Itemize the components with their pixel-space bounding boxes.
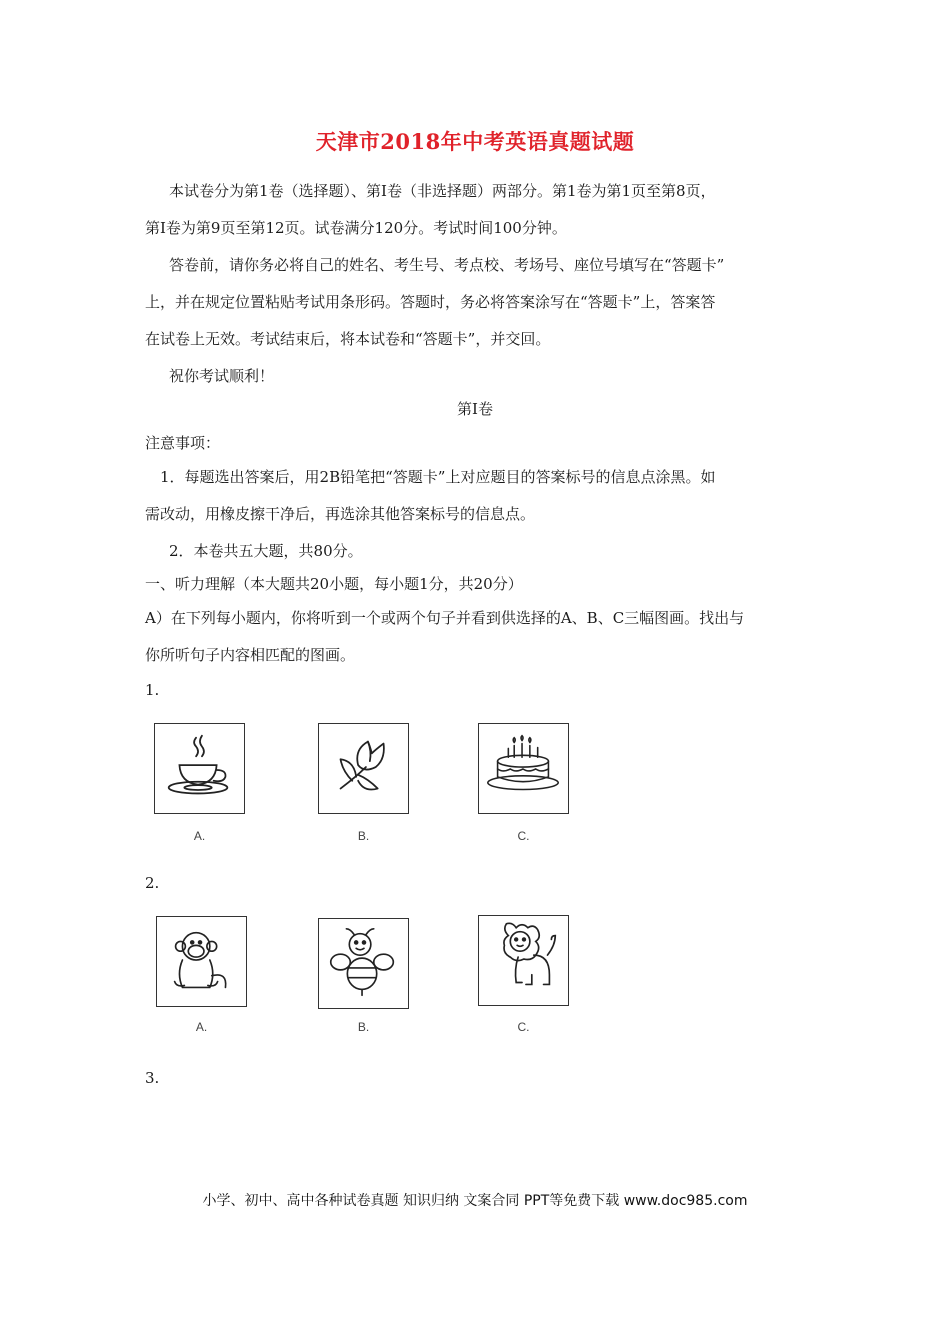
question-2-option-b-label: B. [357,1020,370,1034]
lion-icon [479,916,568,1005]
question-1-option-c-picture[interactable] [478,723,569,814]
part-1-title: 一、听力理解（本大题共20小题，每小题1分，共20分） [145,575,523,593]
monkey-icon [157,917,246,1006]
note-2: 2．本卷共五大题，共80分。 [169,542,363,560]
question-2-option-c-label: C. [517,1020,530,1034]
section-heading: 第Ⅰ卷 [457,400,493,418]
question-2-number: 2. [145,874,160,892]
question-1-option-b-label: B. [357,829,370,843]
intro-paragraph-2-line-2: 上，并在规定位置粘贴考试用条形码。答题时，务必将答案涂写在“答题卡”上，答案答 [145,293,716,311]
note-1-line-2: 需改动，用橡皮擦干净后，再选涂其他答案标号的信息点。 [145,505,536,523]
intro-paragraph-2-line-3: 在试卷上无效。考试结束后，将本试卷和“答题卡”，并交回。 [145,330,551,348]
question-1-option-c-label: C. [517,829,530,843]
coffee-cup-icon [155,724,244,813]
page-title: 天津市2018年中考英语真题试题 [315,129,635,154]
question-3-number: 3. [145,1069,160,1087]
intro-paragraph-1-line-1: 本试卷分为第1卷（选择题）、第Ⅰ卷（非选择题）两部分。第1卷为第1页至第8页， [169,182,716,200]
question-2-option-a-label: A. [195,1020,208,1034]
question-1-option-a-label: A. [193,829,206,843]
intro-paragraph-2-line-1: 答卷前，请你务必将自己的姓名、考生号、考点校、考场号、座位号填写在“答题卡” [169,256,725,274]
birthday-cake-icon [479,724,568,813]
part-1-instruction-line-2: 你所听句子内容相匹配的图画。 [145,646,356,664]
flower-icon [319,724,408,813]
question-2-option-a-picture[interactable] [156,916,247,1007]
intro-paragraph-1-line-2: 第Ⅰ卷为第9页至第12页。试卷满分120分。考试时间100分钟。 [145,219,567,237]
notes-title: 注意事项： [145,434,221,452]
good-luck-text: 祝你考试顺利！ [169,367,275,385]
question-1-option-a-picture[interactable] [154,723,245,814]
question-1-number: 1. [145,681,160,699]
page-footer: 小学、初中、高中各种试卷真题 知识归纳 文案合同 PPT等免费下载 www.doc985.com [202,1193,748,1209]
question-1-option-b-picture[interactable] [318,723,409,814]
note-1-line-1: 1．每题选出答案后，用2B铅笔把“答题卡”上对应题目的答案标号的信息点涂黑。如 [160,468,716,486]
question-2-option-b-picture[interactable] [318,918,409,1009]
question-2-option-c-picture[interactable] [478,915,569,1006]
part-1-instruction-line-1: A）在下列每小题内，你将听到一个或两个句子并看到供选择的A、B、C三幅图画。找出与 [145,609,745,627]
bee-icon [319,919,408,1008]
